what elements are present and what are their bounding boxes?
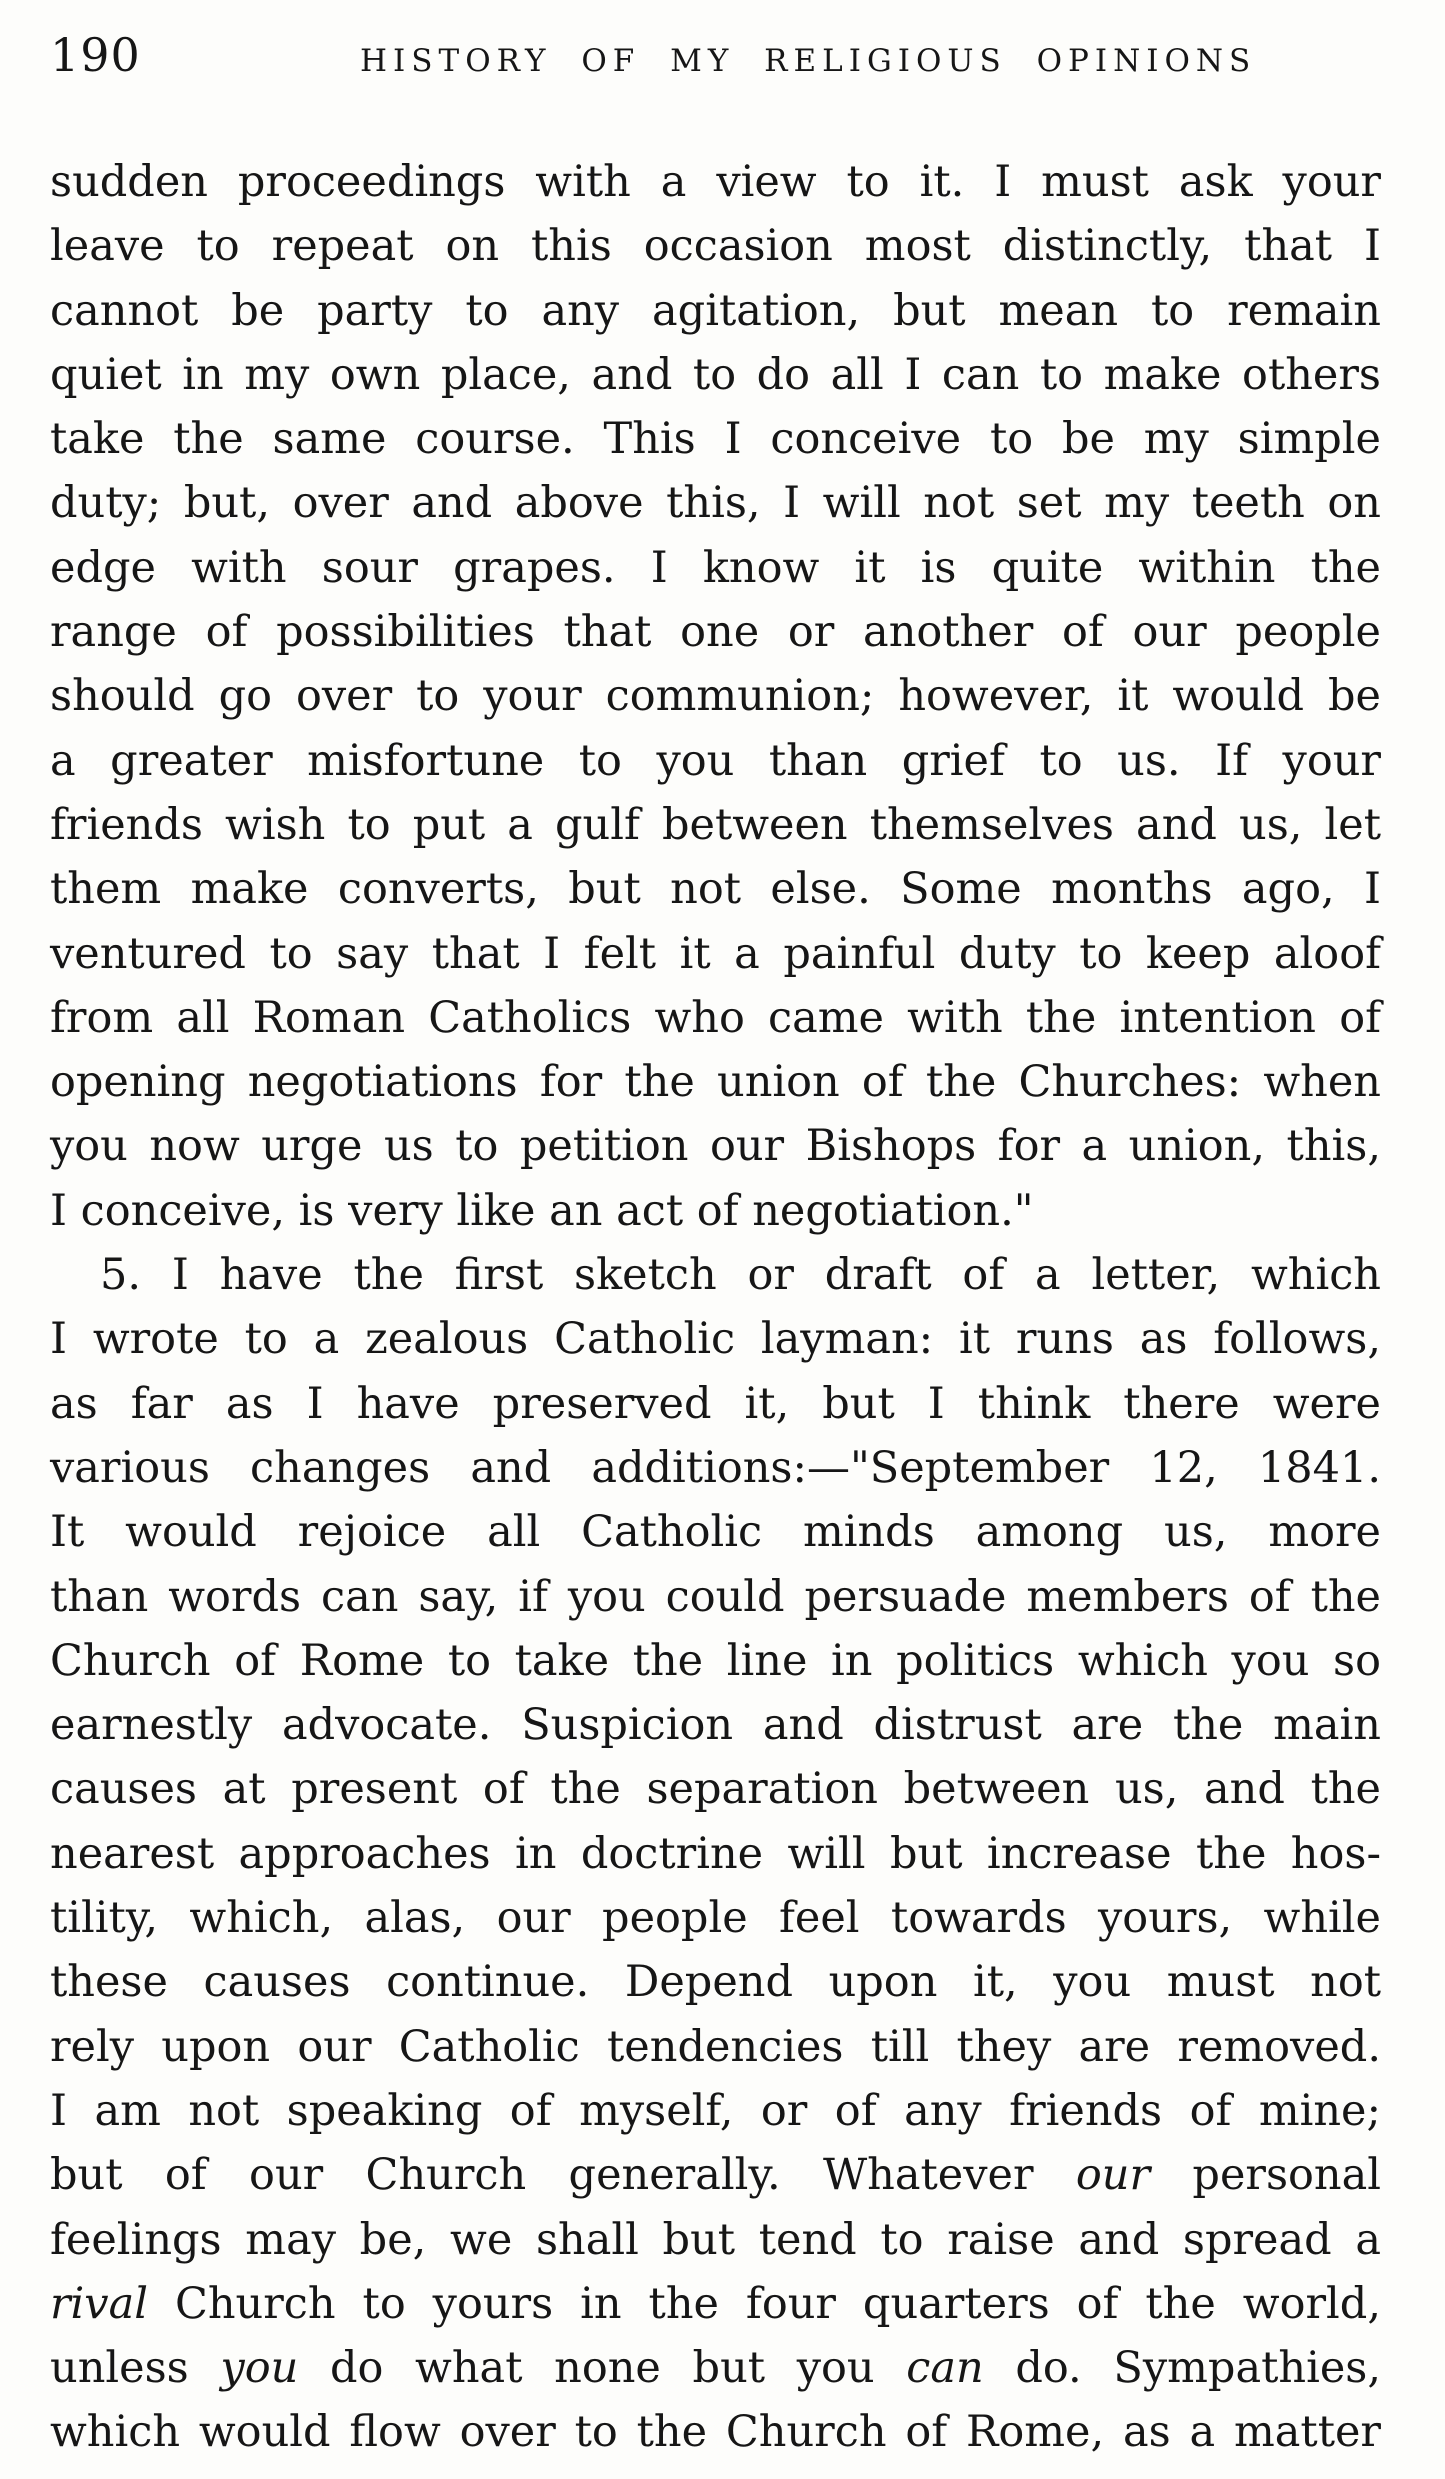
text-line: It would rejoice all Catholic minds among us, more	[50, 1507, 1381, 1558]
text-line: quiet in my own place, and to do all I can to make others	[50, 349, 1381, 400]
paragraph-start-line: 5. I have the first sketch or draft of a letter, which	[100, 1250, 1381, 1301]
text-line: earnestly advocate. Suspicion and distrust are the main	[50, 1700, 1381, 1751]
line-segment: personal	[1150, 2150, 1382, 2201]
text-line: ventured to say that I felt it a painful duty to keep aloof	[50, 928, 1381, 979]
line-segment: unless	[50, 2343, 221, 2394]
text-line: nearest approaches in doctrine will but increase the hos-	[50, 1828, 1381, 1879]
page-number: 190	[50, 28, 141, 82]
page-header	[50, 28, 1381, 124]
running-head: HISTORY OF MY RELIGIOUS OPINIONS	[360, 43, 1257, 79]
text-line: duty; but, over and above this, I will not set my teeth on	[50, 478, 1381, 529]
text-line: you now urge us to petition our Bishops for a union, this,	[50, 1121, 1381, 1172]
text-line	[50, 2272, 1381, 2336]
text-line: edge with sour grapes. I know it is quite within the	[50, 542, 1381, 593]
text-line: friends wish to put a gulf between themselves and us, let	[50, 799, 1381, 850]
text-line: take the same course. This I conceive to be my simple	[50, 414, 1381, 465]
line-segment: do. Sympathies,	[983, 2343, 1381, 2394]
body-text	[50, 150, 1381, 2465]
text-line: rely upon our Catholic tendencies till they are removed.	[50, 2021, 1381, 2072]
text-line: these causes continue. Depend upon it, you must not	[50, 1957, 1381, 2008]
text-line: tility, which, alas, our people feel towards yours, while	[50, 1893, 1381, 1944]
text-line: I am not speaking of myself, or of any friends of mine;	[50, 2085, 1381, 2136]
line-segment: Church to yours in the four quarters of the world,	[148, 2278, 1381, 2329]
italic-emphasis: can	[906, 2343, 984, 2394]
line-segment: but of our Church generally. Whatever	[50, 2150, 1076, 2201]
text-line: which would flow over to the Church of Rome, as a matter	[50, 2407, 1381, 2458]
text-line: leave to repeat on this occasion most distinctly, that I	[50, 221, 1381, 272]
text-line: than words can say, if you could persuade members of the	[50, 1571, 1381, 1622]
text-line: Church of Rome to take the line in politics which you so	[50, 1635, 1381, 1686]
text-line: feelings may be, we shall but tend to raise and spread a	[50, 2214, 1381, 2265]
italic-emphasis: our	[1075, 2150, 1151, 2201]
text-line: opening negotiations for the union of the Churches: when	[50, 1057, 1381, 1108]
text-line	[50, 2143, 1381, 2207]
text-line: from all Roman Catholics who came with the intention of	[50, 992, 1381, 1043]
text-line: various changes and additions:—"September 12, 1841.	[50, 1442, 1381, 1493]
text-line: sudden proceedings with a view to it. I must ask your	[50, 157, 1381, 207]
text-line: as far as I have preserved it, but I think there were	[50, 1378, 1381, 1429]
text-line: cannot be party to any agitation, but mean to remain	[50, 285, 1381, 336]
italic-emphasis: rival	[50, 2278, 148, 2329]
paragraph-end-line: I conceive, is very like an act of negotiation."	[50, 1185, 1034, 1236]
text-line: should go over to your communion; however, it would be	[50, 671, 1381, 722]
text-line: a greater misfortune to you than grief to us. If your	[50, 735, 1381, 786]
text-line: causes at present of the separation between us, and the	[50, 1764, 1381, 1815]
text-line: range of possibilities that one or another of our people	[50, 607, 1381, 658]
text-line: them make converts, but not else. Some months ago, I	[50, 864, 1381, 915]
text-line	[50, 2336, 1381, 2400]
italic-emphasis: you	[220, 2343, 299, 2394]
line-segment: do what none but you	[298, 2343, 907, 2394]
text-line: I wrote to a zealous Catholic layman: it runs as follows,	[50, 1314, 1381, 1365]
